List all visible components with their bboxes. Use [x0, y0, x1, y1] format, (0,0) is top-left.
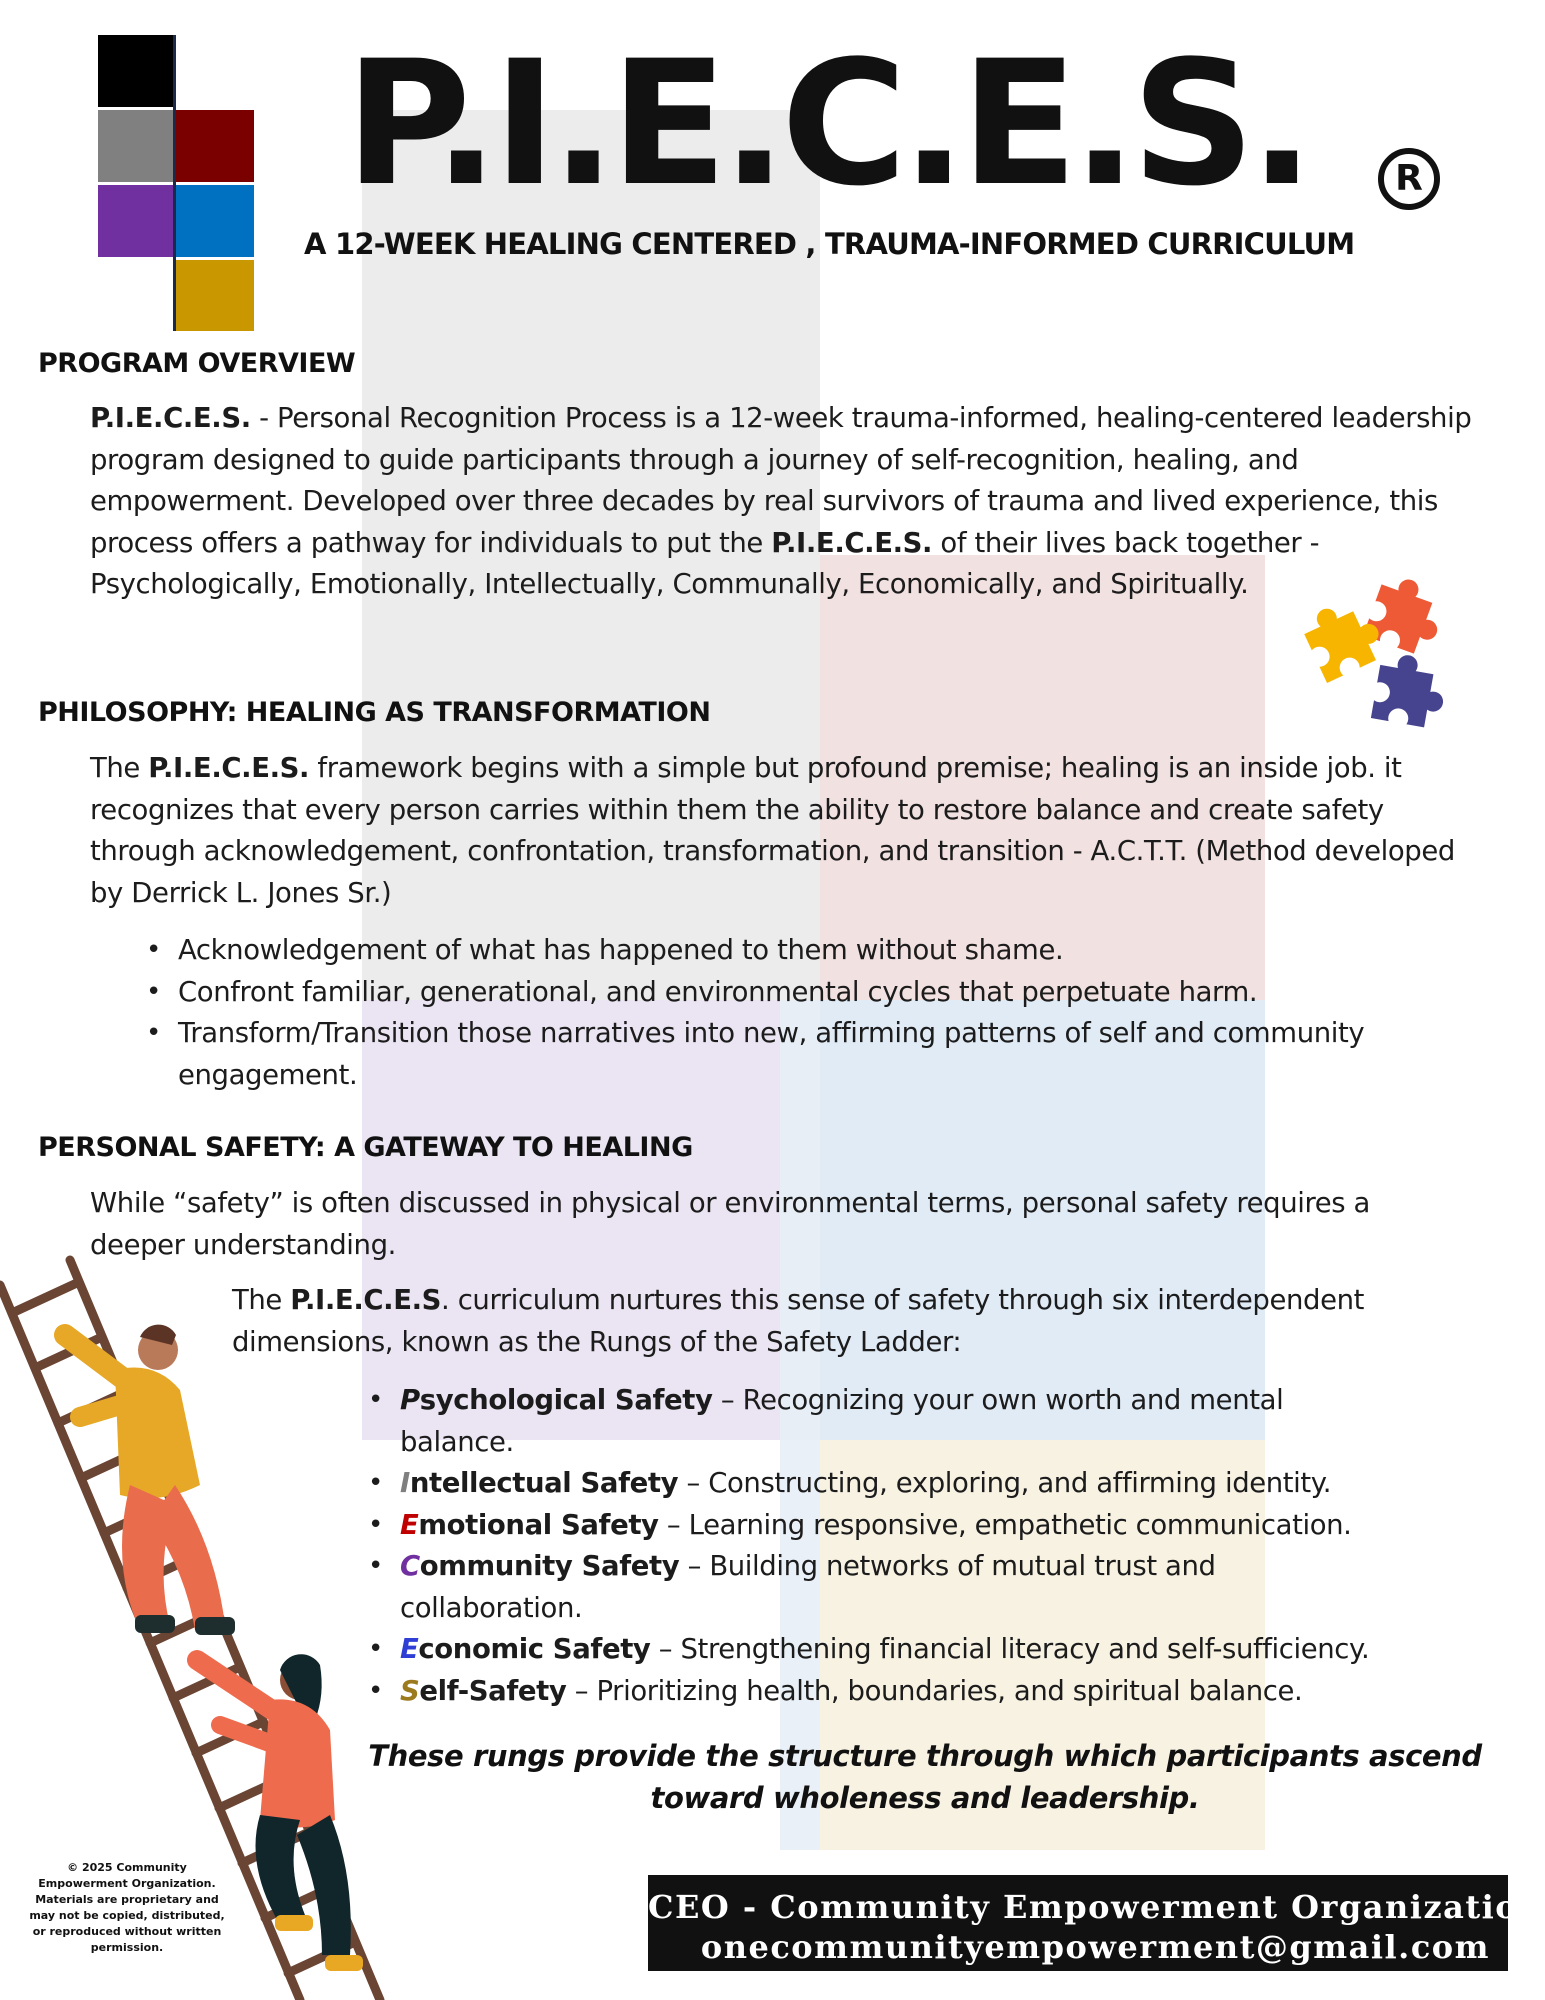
- ladder-pre: The: [232, 1284, 291, 1316]
- philosophy-heading: PHILOSOPHY: HEALING AS TRANSFORMATION: [38, 697, 711, 728]
- closing-statement: These rungs provide the structure through which participants ascend toward wholeness and leadership.: [368, 1739, 1482, 1815]
- overview-text-1: - Personal Recognition Process is a 12-week trauma-informed, healing-centered leadership program designed to guide participants through a journey of self-recognition, healing, and empowerment. Developed over three decades by real survivors of trauma and lived experience, this process offers a pathway for individuals to put the: [90, 402, 1472, 559]
- rung-title: ommunity Safety: [419, 1550, 680, 1582]
- overview-heading: PROGRAM OVERVIEW: [38, 348, 356, 379]
- brand-name: P.I.E.C.E.S.: [90, 402, 251, 434]
- ladder-climbers-illustration: [0, 1255, 420, 2000]
- overview-text-2: of their lives back together - Psychologically, Emotionally, Intellectually, Communally, Economically, and Spiritually.: [90, 526, 1320, 600]
- safety-heading: PERSONAL SAFETY: A GATEWAY TO HEALING: [38, 1132, 693, 1163]
- ceo-contact-box: [648, 1875, 1543, 1971]
- rung-economic: [400, 1629, 1520, 1671]
- rung-community: [400, 1546, 1360, 1629]
- rung-letter: I: [400, 1467, 410, 1499]
- list-item: • Acknowledgement of what has happened to them without shame.: [178, 930, 1478, 972]
- rung-title: elf-Safety: [419, 1674, 567, 1707]
- rung-psychological: [400, 1380, 1400, 1463]
- rung-self: [400, 1671, 1520, 1713]
- rung-intellectual: [400, 1463, 1520, 1505]
- rung-description: – Constructing, exploring, and affirming identity.: [678, 1467, 1332, 1499]
- rung-letter: E: [400, 1508, 419, 1541]
- rung-description: – Strengthening financial literacy and self-sufficiency.: [650, 1633, 1370, 1665]
- rung-letter: C: [400, 1550, 420, 1582]
- list-item: • Transform/Transition those narratives into new, affirming patterns of self and community engagement.: [178, 1013, 1408, 1096]
- ceo-line: CEO - Community Empowerment Organization: [648, 1888, 1543, 1926]
- rung-title: ntellectual Safety: [409, 1467, 679, 1499]
- rung-title: motional Safety: [418, 1508, 659, 1541]
- rung-title: conomic Safety: [418, 1633, 651, 1665]
- rung-title: sychological Safety: [419, 1384, 713, 1416]
- brand-name: P.I.E.C.E.S.: [148, 752, 310, 784]
- philosophy-text: framework begins with a simple but profound premise; healing is an inside job. it recognizes that every person carries within them the ability to restore balance and create safety through acknowledgement, confrontation, transformation, and transition - A.C.T.T. (Method developed by Derrick L. Jones Sr.): [90, 752, 1455, 909]
- copyright-notice: © 2025 Community Empowerment Organization. Materials are proprietary and may not be copied, distributed, or reproduced without written permission.: [29, 1861, 225, 1954]
- rung-description: – Prioritizing health, boundaries, and spiritual balance.: [566, 1674, 1303, 1707]
- philosophy-pre: The: [90, 752, 149, 784]
- rung-description: – Learning responsive, empathetic communication.: [658, 1508, 1352, 1541]
- rung-description: – Recognizing your own worth and mental balance.: [400, 1384, 1284, 1458]
- rung-description: – Building networks of mutual trust and collaboration.: [400, 1550, 1216, 1624]
- safety-rungs-list: [400, 1380, 1520, 1712]
- brand-name: P.I.E.C.E.S.: [771, 526, 933, 559]
- ladder-text: . curriculum nurtures this sense of safety through six interdependent dimensions, known as the Rungs of the Safety Ladder:: [232, 1284, 1364, 1358]
- philosophy-paragraph: [90, 748, 1495, 914]
- rung-letter: P: [400, 1384, 420, 1416]
- overview-paragraph: [90, 398, 1480, 606]
- rung-letter: S: [400, 1674, 420, 1707]
- actt-bullet-list: [178, 930, 1478, 1096]
- subtitle: A 12-WEEK HEALING CENTERED , TRAUMA-INFORMED CURRICULUM: [304, 227, 1355, 261]
- rung-emotional: [400, 1505, 1520, 1547]
- email-address[interactable]: onecommunityempowerment@gmail.com: [700, 1928, 1490, 1966]
- safety-intro: While “safety” is often discussed in physical or environmental terms, personal safety requires a deeper understanding.: [90, 1187, 1371, 1261]
- registered-mark-icon: R: [1378, 148, 1440, 210]
- brand-name: P.I.E.C.E.S: [290, 1284, 442, 1316]
- rung-letter: E: [400, 1633, 419, 1665]
- puzzle-pieces-icon: [1290, 570, 1470, 740]
- list-item: • Confront familiar, generational, and environmental cycles that perpetuate harm.: [178, 972, 1478, 1014]
- page-title: P.I.E.C.E.S.: [345, 23, 1309, 224]
